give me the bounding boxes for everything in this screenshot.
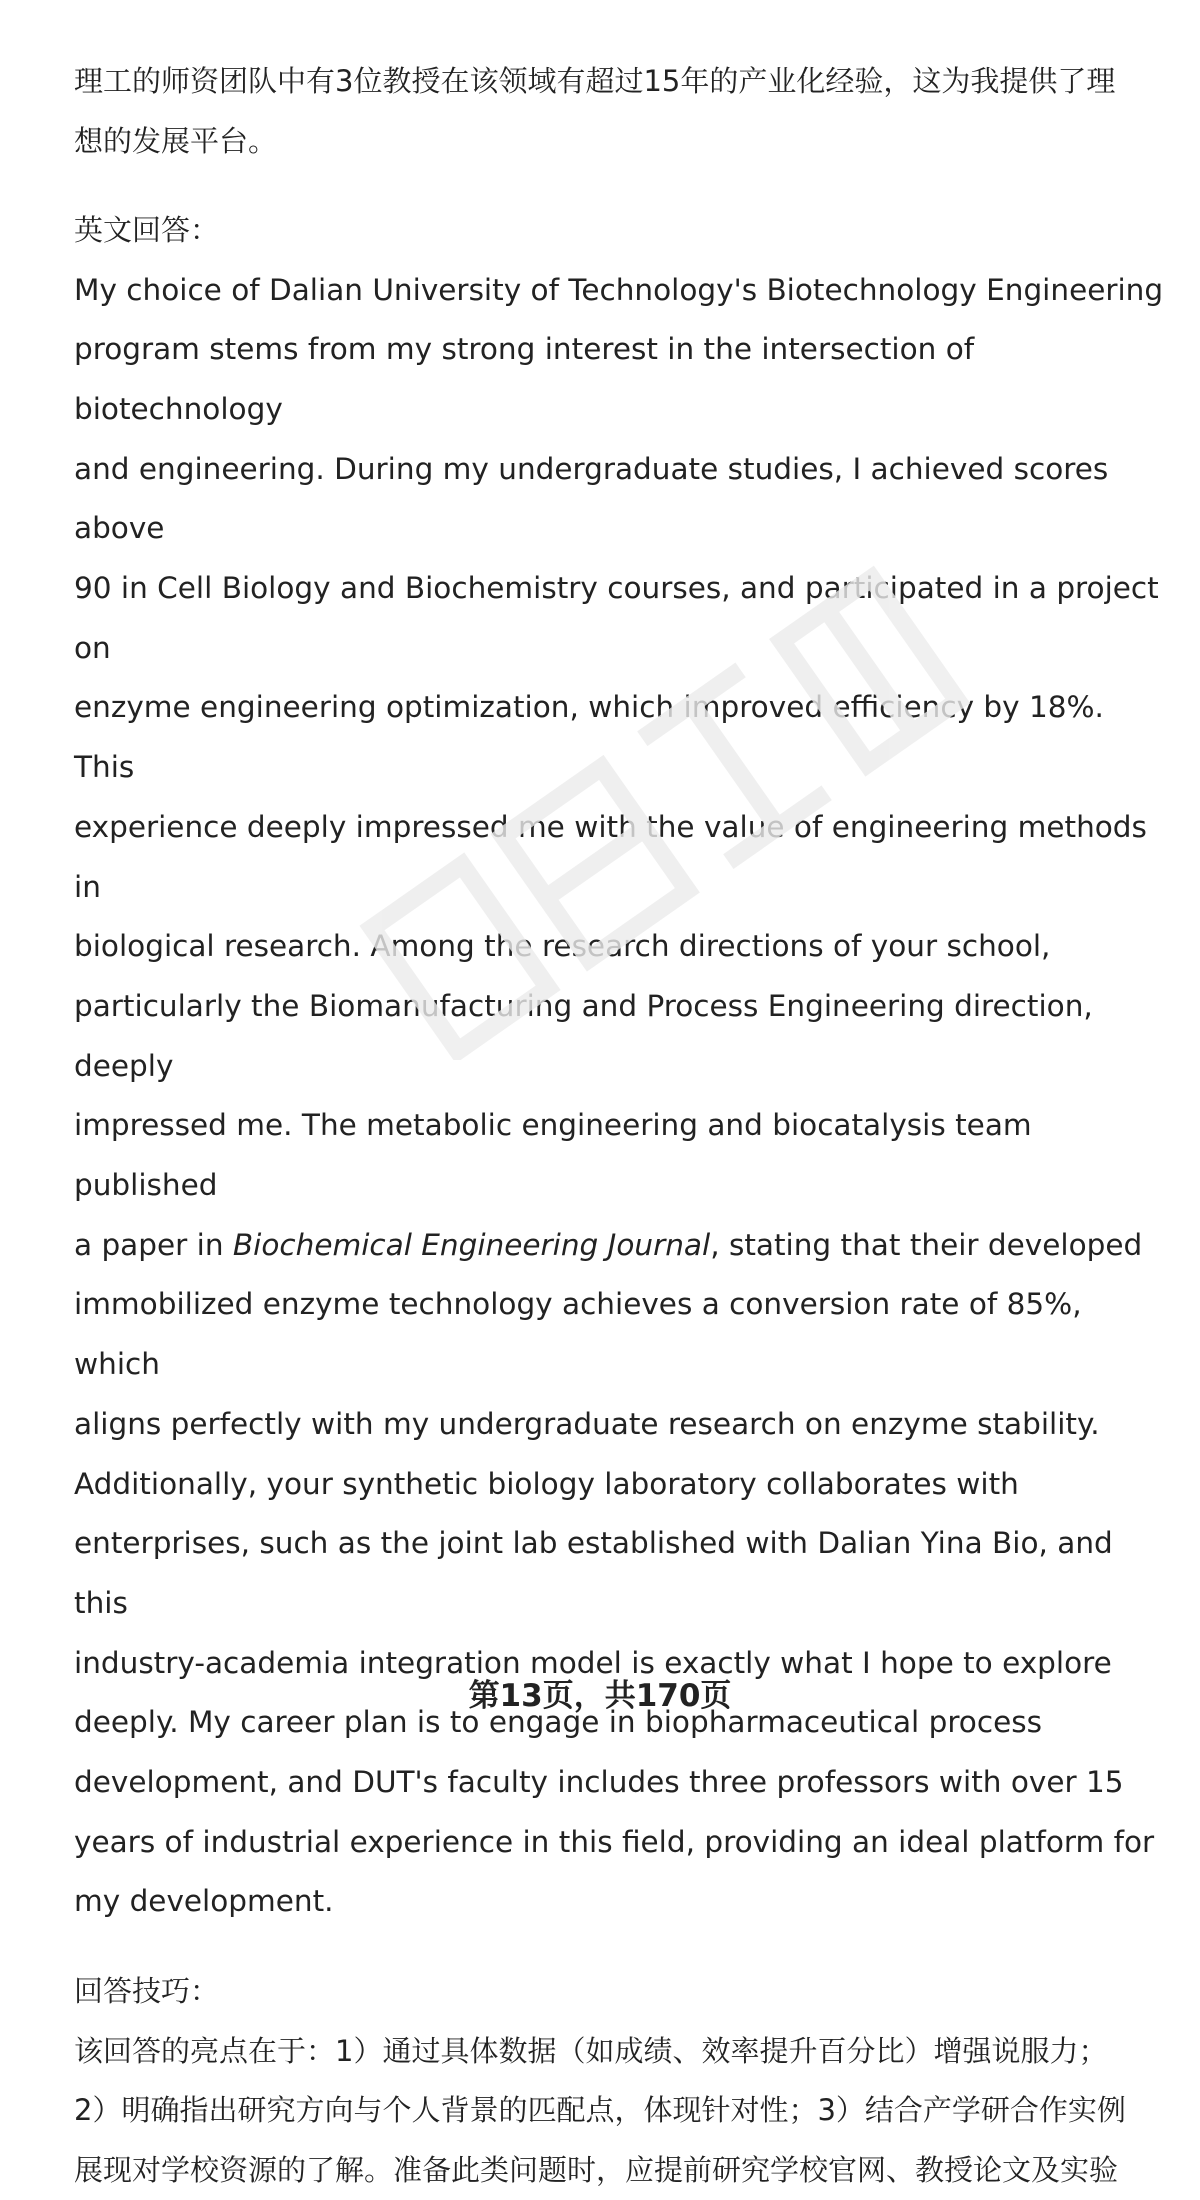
english-line: enterprises, such as the joint lab established with Dalian Yina Bio, and this [74,1526,1113,1620]
english-line: Additionally, your synthetic biology laboratory collaborates with [74,1466,1019,1501]
english-line: years of industrial experience in this field, providing an ideal platform for [74,1824,1155,1859]
intro-line-1: 理工的师资团队中有3位教授在该领域有超过15年的产业化经验，这为我提供了理 [74,64,1116,98]
english-line: My choice of Dalian University of Technology's Biotechnology Engineering [74,272,1164,307]
english-answer-label: 英文回答： [74,213,220,247]
english-line: 90 in Cell Biology and Biochemistry courses, and participated in a project on [74,571,1159,665]
tips-line: 展现对学校资源的了解。准备此类问题时，应提前研究学校官网、教授论文及实验 [74,2152,1119,2187]
english-line: aligns perfectly with my undergraduate research on enzyme stability. [74,1406,1100,1441]
english-line: industry-academia integration model is exactly what I hope to explore [74,1645,1112,1680]
english-line: experience deeply impressed me with the value of engineering methods in [74,809,1147,904]
tips-label: 回答技巧： [74,1974,220,2009]
english-line: development, and DUT's faculty includes three professors with over 15 [74,1765,1124,1800]
english-line: biological research. Among the research directions of your school, [74,929,1051,964]
tips-body [74,2022,1164,2200]
english-line-journal [74,1216,1164,1276]
english-line: impressed me. The metabolic engineering and biocatalysis team published [74,1108,1032,1203]
journal-title: Biochemical Engineering Journal [232,1227,711,1262]
document-page [74,52,1164,2200]
paragraph-gap [74,171,1164,201]
english-line: immobilized enzyme technology achieves a conversion rate of 85%, which [74,1287,1082,1382]
english-line: and engineering. During my undergraduate studies, I achieved scores above [74,451,1109,546]
journal-prefix: a paper in [74,1227,233,1262]
tips-line: 2）明确指出研究方向与个人背景的匹配点，体现针对性；3）结合产学研合作实例 [74,2093,1126,2128]
english-line: program stems from my strong interest in the intersection of biotechnology [74,332,975,426]
journal-suffix: , stating that their developed [710,1227,1143,1262]
english-line: my development. [74,1884,334,1919]
english-line: deeply. My career plan is to engage in biopharmaceutical process [74,1705,1042,1740]
english-line: enzyme engineering optimization, which improved efficiency by 18%. This [74,690,1104,785]
intro-line-2: 想的发展平台。 [74,123,278,158]
tips-line: 该回答的亮点在于：1）通过具体数据（如成绩、效率提升百分比）增强说服力； [74,2033,1108,2068]
english-line: particularly the Biomanufacturing and Process Engineering direction, deeply [74,988,1093,1083]
page-indicator: 第13页，共170页 [468,1678,732,1714]
paragraph-gap [74,1932,1164,1962]
